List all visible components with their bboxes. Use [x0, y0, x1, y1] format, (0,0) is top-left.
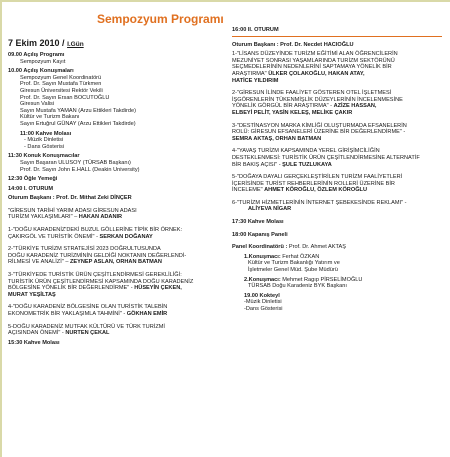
schedule-line: - Müzik Dinletisi	[24, 137, 64, 144]
schedule-line: 3-"TÜRKİYEDE TURİSTİK ÜRÜN ÇEŞİTLENDİRMESİ GEREKLİLİĞİ:	[8, 272, 182, 279]
schedule-line: Prof. Dr. Sayın John E.HALL (Deakin University)	[20, 166, 140, 173]
schedule-line: Sayın Ertuğrul GÜNAY (Arzu Ettikleri Takdirde)	[20, 120, 136, 127]
schedule-line: 5-"DOĞAYA DAYALI GERÇEKLEŞTİRİLEN TURİZM FAALİYETLERİ	[232, 174, 403, 181]
schedule-line: Sayın Mustafa YAMAN (Arzu Ettikleri Takdirde)	[20, 107, 136, 114]
schedule-line: HATİCE YILDIRIM	[232, 77, 279, 84]
schedule-line: 5-DOĞU KARADENİZ MUTFAK KÜLTÜRÜ VE TÜRK TURİZMİ	[8, 323, 165, 330]
schedule-line: 18:00 Kapanış Paneli	[232, 231, 288, 238]
right-schedule-list	[232, 27, 442, 313]
schedule-line: 11:30 Konuk Konuşmacılar	[8, 153, 80, 160]
schedule-line: Oturum Başkanı : Prof. Dr. Mithat Zeki DİNÇER	[8, 195, 132, 202]
session-two-column	[232, 27, 442, 313]
page-title: Sempozyum Programı	[97, 12, 224, 26]
schedule-line: 1-"LİSANS DÜZEYİNDE TURİZM EĞİTİMİ ALAN ÖĞRENCİLERİN	[232, 51, 398, 58]
schedule-line: 3-"DESTİNASYON MARKA KİMLİĞİ OLUŞTURMADA EFSANELERİN	[232, 122, 407, 129]
schedule-line: 2.Konuşmacı: Mehmet Ragıp PİRSELİMOĞLU	[244, 276, 363, 283]
schedule-line: AÇISINDAN ÖNEMİ" - NURTEN ÇEKAL	[8, 330, 110, 337]
schedule-line: 2-"GİRESUN İLİNDE FAALİYET GÖSTEREN OTEL İŞLETMESİ	[232, 90, 392, 97]
schedule-line: YÖNELİK GÖRGÜL BİR ARAŞTIRMA" - AZİZE HASSAN,	[232, 103, 377, 110]
schedule-line: Oturum Başkanı : Prof. Dr. Necdet HACIOĞLU	[232, 41, 354, 48]
schedule-line: -Müzik Dinletisi	[244, 299, 282, 306]
schedule-line: TURİSTİK ÜRÜN ÇEŞİTLENDİRMESİ KAPSAMINDA DOĞU KARADENİZ	[8, 278, 194, 285]
schedule-line: İşletmeler Genel Müd. Şube Müdürü	[248, 267, 338, 274]
left-schedule-list	[8, 52, 212, 346]
schedule-line: ÇAKIRGÖL VE TURİSTİK ÖNEMİ" - SERKAN DOĞANAY	[8, 233, 153, 240]
schedule-line: ALİYEVA NİGAR	[248, 206, 292, 213]
schedule-line: SEMRA AKTAŞ, ORHAN BATMAN	[232, 135, 322, 142]
schedule-line: İÇERİSİNDE TURİST REHBERLERİNİN ROLLERİ ÜZERİNE BİR	[232, 180, 395, 187]
schedule-line: "GİRESUN TARİHİ YARIM ADASI GİRESUN ADASI	[8, 207, 137, 214]
schedule-line: 19.00 Kokteyl	[244, 292, 280, 299]
schedule-line: SEÇMEDELERİNİN NEDENLERİNİ SAPTAMAYA YÖNELİK BİR	[232, 64, 392, 71]
schedule-line: MEZUNİYET SONRASI YAŞAMLARINDA TURİZM SEKTÖRÜNÜ	[232, 57, 395, 64]
schedule-line: 12:30 Öğle Yemeği	[8, 176, 58, 183]
schedule-line: 4-"YAVAŞ TURİZM KAPSAMINDA YEREL GİRİŞİMCİLİĞİN	[232, 148, 380, 155]
schedule-line: ELBEYİ PELİT, YASİN KELEŞ, MELİKE ÇAKIR	[232, 109, 353, 116]
schedule-line: - Dans Gösterisi	[24, 143, 65, 150]
date-heading	[8, 38, 212, 50]
schedule-line: ARAŞTIRMA" ÜLKER ÇOLAKOĞLU, HAKAN ATAY,	[232, 70, 365, 77]
schedule-line: ROLÜ: GİRESUN EFSANELERİ ÜZERİNE BİR DEĞERLENDİRME" -	[232, 129, 406, 136]
schedule-line: Giresun Üniversitesi Rektör Vekili	[20, 87, 103, 94]
schedule-line: TÜRSAB Doğu Karadeniz BYK Başkanı	[248, 283, 347, 290]
schedule-line: Prof. Dr. Sayın Mustafa Türkmen	[20, 81, 102, 88]
schedule-line: 6-"TURİZM HİZMETLERİNİN İNTERNET ŞEBEKESİNDE REKLAMI" -	[232, 199, 407, 206]
schedule-line: 14:00 I. OTURUM	[8, 185, 54, 192]
schedule-line: EKONOMETRİK BİR YAKLAŞIMLA TAHMİNİ" - GÖKHAN EMİR	[8, 311, 168, 317]
schedule-line: 15:30 Kahve Molası	[8, 339, 60, 346]
schedule-line: 17:30 Kahve Molası	[232, 219, 284, 226]
schedule-line: 09.00 Açılış Programı	[8, 52, 65, 58]
day-one-column	[8, 38, 212, 346]
schedule-line: BİR BAKIŞ AÇISI" - ŞULE TUZLUKAYA	[232, 161, 332, 168]
schedule-line: MURAT YEŞİLTAŞ	[8, 291, 56, 298]
date-day: 7 Ekim 2010 /	[8, 38, 65, 48]
schedule-line: 1.Konuşmacı: Ferhat ÖZKAN	[244, 253, 320, 260]
divider	[232, 36, 442, 37]
schedule-line: Panel Koordinatörü : Prof. Dr. Ahmet AKTAŞ	[232, 244, 346, 251]
schedule-line: İNCELEME" AHMET KÖROĞLU, ÖZLEM KÖROĞLU	[232, 187, 367, 194]
schedule-line: DESTEKLENMESİ: TURİSTİK ÜRÜN ÇEŞİTLENDİRMESİNE ALTERNATİF	[232, 154, 420, 161]
schedule-line: RİLMESİ VE ANALİZİ" – ZEYNEP ASLAN, ORHAN BATMAN	[8, 259, 162, 266]
schedule-line: Sempozyum Kayıt	[20, 58, 66, 65]
schedule-line: İŞGÖRENLERİN TÜKENMİŞLİK DÜZEYLERİNİN İNCELENMESİNE	[232, 96, 403, 103]
schedule-line: 10.00 Açılış Konuşmaları	[8, 68, 74, 75]
date-label: I.Gün	[67, 41, 84, 48]
schedule-line: 11:00 Kahve Molası	[20, 130, 72, 137]
schedule-line: Kültür ve Turizm Bakanlığı Yatırım ve	[248, 260, 340, 267]
schedule-line: Prof. Dr. Sayın Ersan BOCUTOĞLU	[20, 94, 110, 101]
schedule-line: Sempozyum Genel Koordinatörü	[20, 74, 102, 81]
schedule-line: 2-"TÜRKİYE TURİZM STRATEJİSİ 2023 DOĞRULTUSUNDA	[8, 246, 161, 253]
schedule-line: -Dans Gösterisi	[244, 306, 283, 312]
schedule-line: Sayın Başaran ULUSOY (TÜRSAB Başkanı)	[20, 159, 131, 166]
schedule-line: Kültür ve Turizm Bakanı	[20, 114, 80, 121]
schedule-line: 1-"DOĞU KARADENİZ'DEKİ BUZUL GÖLLERİNE TİPİK BİR ÖRNEK:	[8, 227, 183, 234]
schedule-line: TURİZM YAKLAŞIMLARI" – HAKAN ADANIR	[8, 214, 123, 221]
schedule-line: 4-"DOĞU KARADENİZ BÖLGESİNE OLAN TURİSTİK TALEBİN	[8, 304, 168, 311]
schedule-line: 16:00 II. OTURUM	[232, 27, 279, 33]
schedule-line: Giresun Valisi	[20, 101, 55, 108]
schedule-line: DOĞU KARADENİZ TURİZMİNİN GELDİĞİ NOKTANIN DEĞERLENDİ-	[8, 252, 187, 259]
schedule-line: BÖLGESİNE YÖNELİK BİR DEĞERLENDİRME" - HÜSEYİN ÇEKEN,	[8, 285, 182, 292]
